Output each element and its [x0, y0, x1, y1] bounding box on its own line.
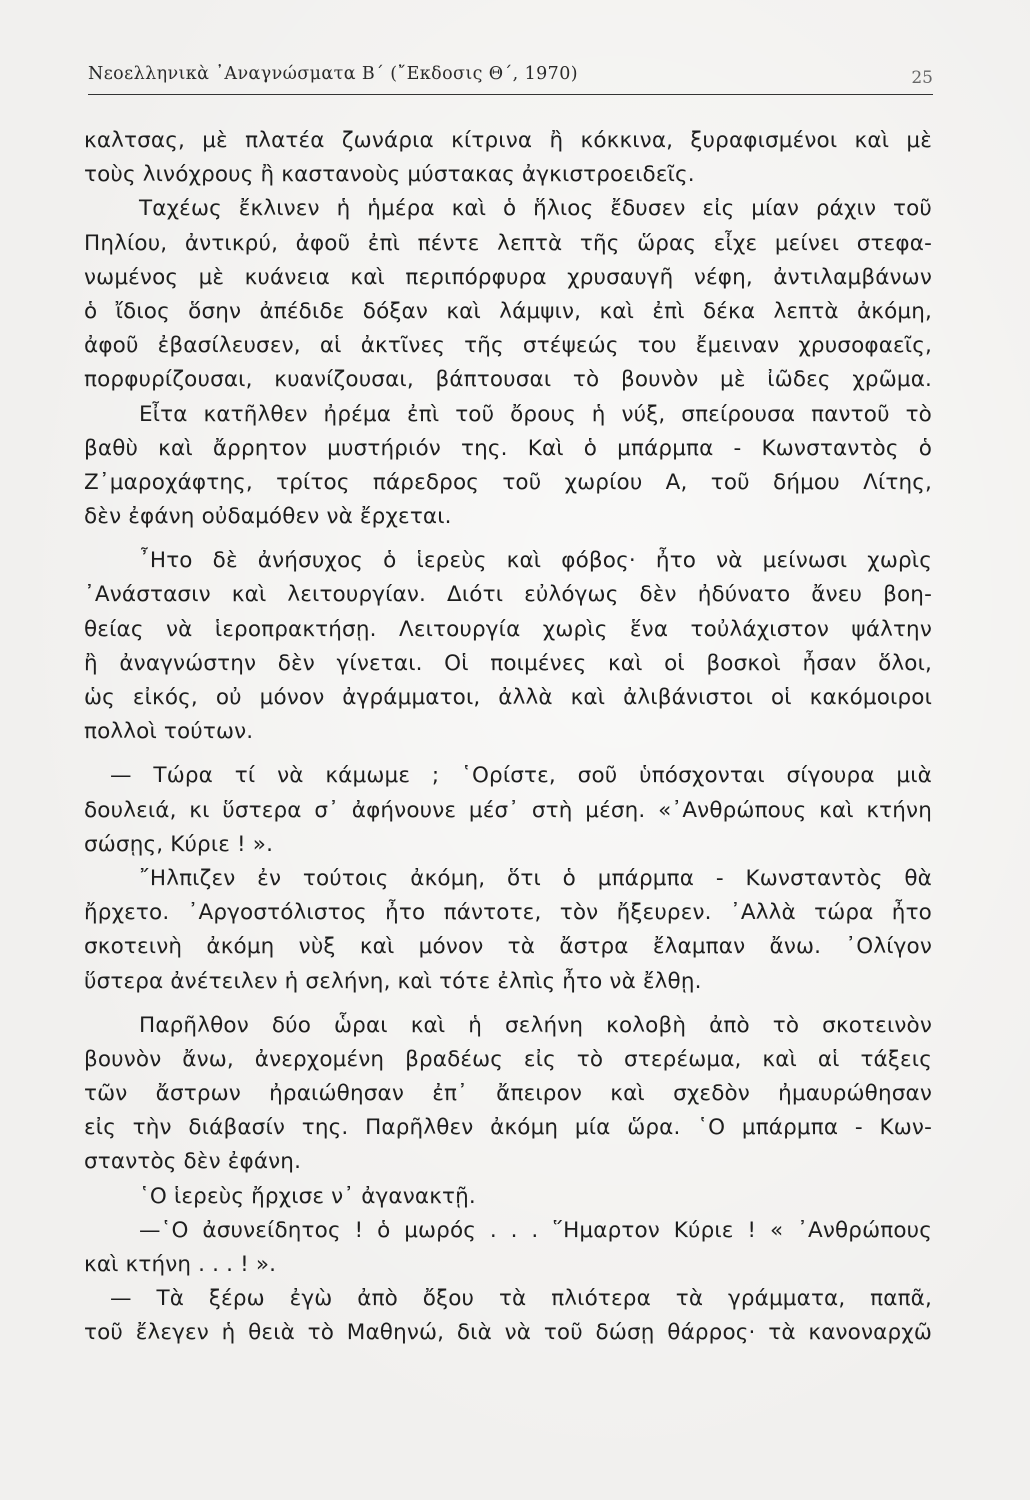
text-line: σκοτεινὴ ἀκόμη νὺξ καὶ μόνον τὰ ἄστρα ἔλαμπαν ἄνω. ᾿Ολίγον: [84, 934, 932, 960]
text-line: νωμένος μὲ κυάνεια καὶ περιπόρφυρα χρυσαυγῆ νέφη, ἀντιλαμβάνων: [84, 264, 932, 290]
header-title: Νεοελληνικὰ ᾿Αναγνώσματα Β΄ (῎Εκδοσις Θ΄, 1970): [88, 64, 578, 84]
text-line: ἤρχετο. ᾿Αργοστόλιστος ἦτο πάντοτε, τὸν ἤξευρεν. ᾿Αλλὰ τώρα ἦτο: [84, 900, 932, 926]
text-line: Πηλίου, ἀντικρύ, ἀφοῦ ἐπὶ πέντε λεπτὰ τῆς ὥρας εἶχε μείνει στεφα-: [84, 230, 932, 256]
text-line: τῶν ἄστρων ἠραιώθησαν ἐπ᾿ ἄπειρον καὶ σχεδὸν ἠμαυρώθησαν: [84, 1081, 932, 1107]
text-line: Παρῆλθον δύο ὧραι καὶ ἡ σελήνη κολοβὴ ἀπὸ τὸ σκοτεινὸν: [139, 1012, 932, 1038]
text-line: καὶ κτήνη . . . ! ».: [84, 1252, 277, 1277]
text-line: ᾿Ανάστασιν καὶ λειτουργίαν. Διότι εὐλόγως δὲν ἠδύνατο ἄνευ βοη-: [84, 582, 932, 608]
text-line: θείας νὰ ἱεροπρακτήσῃ. Λειτουργία χωρὶς ἕνα τοὐλάχιστον ψάλτην: [84, 616, 932, 642]
text-line: πορφυρίζουσαι, κυανίζουσαι, βάπτουσαι τὸ βουνὸν μὲ ἰῶδες χρῶμα.: [84, 367, 932, 393]
text-line: δὲν ἐφάνη οὐδαμόθεν νὰ ἔρχεται.: [84, 504, 452, 530]
text-line: ῾Ο ἱερεὺς ἤρχισε ν᾿ ἀγανακτῇ.: [139, 1183, 476, 1209]
text-line: Εἶτα κατῆλθεν ἠρέμα ἐπὶ τοῦ ὄρους ἡ νύξ, σπείρουσα παντοῦ τὸ: [139, 401, 932, 427]
text-line: τοῦ ἔλεγεν ἡ θειὰ τὸ Μαθηνώ, διὰ νὰ τοῦ δώσῃ θάρρος· τὰ κανοναρχῶ: [84, 1320, 932, 1346]
text-line: δουλειά, κι ὕστερα σ᾿ ἀφήνουνε μέσ᾿ στὴ μέση. «᾿Ανθρώπους καὶ κτήνη: [84, 797, 932, 823]
page-number: 25: [911, 68, 933, 88]
text-line: ῎Ηλπιζεν ἐν τούτοις ἀκόμη, ὅτι ὁ μπάρμπα - Κωνσταντὸς θὰ: [139, 865, 932, 891]
text-line: σώσῃς, Κύριε ! ».: [84, 831, 274, 857]
text-line: ὡς εἰκός, οὐ μόνον ἀγράμματοι, ἀλλὰ καὶ ἀλιβάνιστοι οἱ κακόμοιροι: [84, 685, 932, 710]
header-rule: [88, 94, 933, 95]
text-line: τοὺς λινόχρους ἢ καστανοὺς μύστακας ἀγκιστροειδεῖς.: [84, 162, 695, 188]
text-line: — Τὰ ξέρω ἐγὼ ἀπὸ ὄξου τὰ πλιότερα τὰ γράμματα, παπᾶ,: [110, 1286, 932, 1312]
running-header: [88, 60, 933, 96]
text-line: καλτσας, μὲ πλατέα ζωνάρια κίτρινα ἢ κόκκινα, ξυραφισμένοι καὶ μὲ: [84, 128, 932, 153]
text-line: ἢ ἀναγνώστην δὲν γίνεται. Οἱ ποιμένες καὶ οἱ βοσκοὶ ἦσαν ὅλοι,: [84, 650, 932, 676]
text-line: ῏Ητο δὲ ἀνήσυχος ὁ ἱερεὺς καὶ φόβος· ἦτο νὰ μείνωσι χωρὶς: [139, 548, 932, 574]
text-line: Ζ᾿μαροχάφτης, τρίτος πάρεδρος τοῦ χωρίου Α, τοῦ δήμου Λίτης,: [84, 469, 932, 495]
text-line: πολλοὶ τούτων.: [84, 719, 254, 745]
text-line: — Τώρα τί νὰ κάμωμε ; ῾Ορίστε, σοῦ ὑπόσχονται σίγουρα μιὰ: [110, 763, 932, 789]
text-line: εἰς τὴν διάβασίν της. Παρῆλθεν ἀκόμη μία ὥρα. ῾Ο μπάρμπα - Κων-: [84, 1115, 932, 1141]
text-line: —῾Ο ἀσυνείδητος ! ὁ μωρός . . . ῞Ημαρτον Κύριε ! « ᾿Ανθρώπους: [139, 1217, 932, 1243]
text-line: βαθὺ καὶ ἄρρητον μυστήριόν της. Καὶ ὁ μπάρμπα - Κωνσταντὸς ὁ: [84, 435, 932, 461]
text-line: Ταχέως ἔκλινεν ἡ ἡμέρα καὶ ὁ ἥλιος ἔδυσεν εἰς μίαν ράχιν τοῦ: [139, 196, 932, 222]
body-text: [84, 124, 932, 1351]
text-line: σταντὸς δὲν ἐφάνη.: [84, 1149, 302, 1175]
text-line: βουνὸν ἄνω, ἀνερχομένη βραδέως εἰς τὸ στερέωμα, καὶ αἱ τάξεις: [84, 1046, 932, 1072]
text-line: ἀφοῦ ἐβασίλευσεν, αἱ ἀκτῖνες τῆς στέψεώς του ἔμειναν χρυσοφαεῖς,: [84, 333, 932, 359]
text-line: ὕστερα ἀνέτειλεν ἡ σελήνη, καὶ τότε ἐλπὶς ἦτο νὰ ἔλθῃ.: [84, 968, 702, 994]
text-line: ὁ ἴδιος ὅσην ἀπέδιδε δόξαν καὶ λάμψιν, καὶ ἐπὶ δέκα λεπτὰ ἀκόμη,: [84, 298, 932, 324]
